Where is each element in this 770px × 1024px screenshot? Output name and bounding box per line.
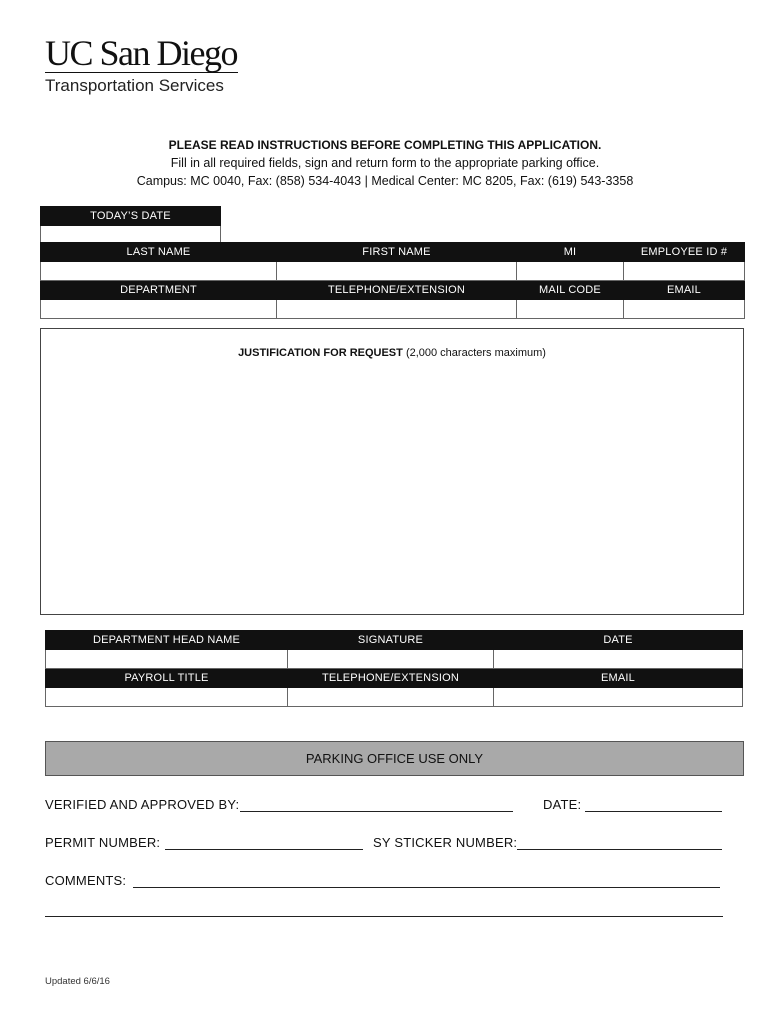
telephone-label: TELEPHONE/EXTENSION [277,281,517,300]
dept-head-name-label: DEPARTMENT HEAD NAME [46,631,288,650]
approver-telephone-field[interactable] [288,688,494,707]
mi-label: MI [517,243,624,262]
ucsd-logo [45,33,245,96]
justification-textarea[interactable] [40,328,744,615]
mail-code-field[interactable] [517,300,624,319]
approver-table [45,630,743,707]
updated-date: Updated 6/6/16 [45,976,110,987]
approver-date-label: DATE [494,631,743,650]
logo-wordmark: UC San Diego [45,33,237,73]
permit-number-field[interactable] [165,849,363,850]
approver-email-label: EMAIL [494,669,743,688]
comments-field-line-1[interactable] [133,887,720,888]
sticker-number-field[interactable] [517,849,722,850]
comments-field-line-2[interactable] [45,916,723,917]
email-field[interactable] [624,300,745,319]
telephone-field[interactable] [277,300,517,319]
instructions-heading: PLEASE READ INSTRUCTIONS BEFORE COMPLETING THIS APPLICATION. [168,138,602,152]
todays-date-label: TODAY’S DATE [41,207,221,226]
justification-title: JUSTIFICATION FOR REQUEST [238,347,403,359]
mail-code-label: MAIL CODE [517,281,624,300]
office-date-label: DATE: [543,797,582,812]
sticker-number-label: SY STICKER NUMBER: [373,835,518,850]
mi-field[interactable] [517,262,624,281]
permit-number-label: PERMIT NUMBER: [45,835,161,850]
dept-head-name-field[interactable] [46,650,288,669]
employee-id-field[interactable] [624,262,745,281]
approver-telephone-label: TELEPHONE/EXTENSION [288,669,494,688]
first-name-label: FIRST NAME [277,243,517,262]
verified-label: VERIFIED AND APPROVED BY: [45,797,240,812]
last-name-label: LAST NAME [41,243,277,262]
first-name-field[interactable] [277,262,517,281]
email-label: EMAIL [624,281,745,300]
office-date-field[interactable] [585,811,722,812]
approver-email-field[interactable] [494,688,743,707]
signature-field[interactable] [288,650,494,669]
todays-date-table [40,206,221,245]
verified-field[interactable] [240,811,513,812]
payroll-title-label: PAYROLL TITLE [46,669,288,688]
justification-heading [41,347,743,359]
department-label: DEPARTMENT [41,281,277,300]
employee-id-label: EMPLOYEE ID # [624,243,745,262]
instructions-block [0,136,770,190]
signature-label: SIGNATURE [288,631,494,650]
logo-subtitle: Transportation Services [45,76,224,95]
justification-note: (2,000 characters maximum) [405,347,546,359]
parking-office-header: PARKING OFFICE USE ONLY [45,741,744,776]
instructions-line-3: Campus: MC 0040, Fax: (858) 534-4043 | Medical Center: MC 8205, Fax: (619) 543-3358 [136,174,634,188]
instructions-line-2: Fill in all required fields, sign and return form to the appropriate parking office. [170,156,600,170]
approver-date-field[interactable] [494,650,743,669]
department-field[interactable] [41,300,277,319]
payroll-title-field[interactable] [46,688,288,707]
comments-label: COMMENTS: [45,873,127,888]
applicant-info-table [40,242,745,319]
last-name-field[interactable] [41,262,277,281]
